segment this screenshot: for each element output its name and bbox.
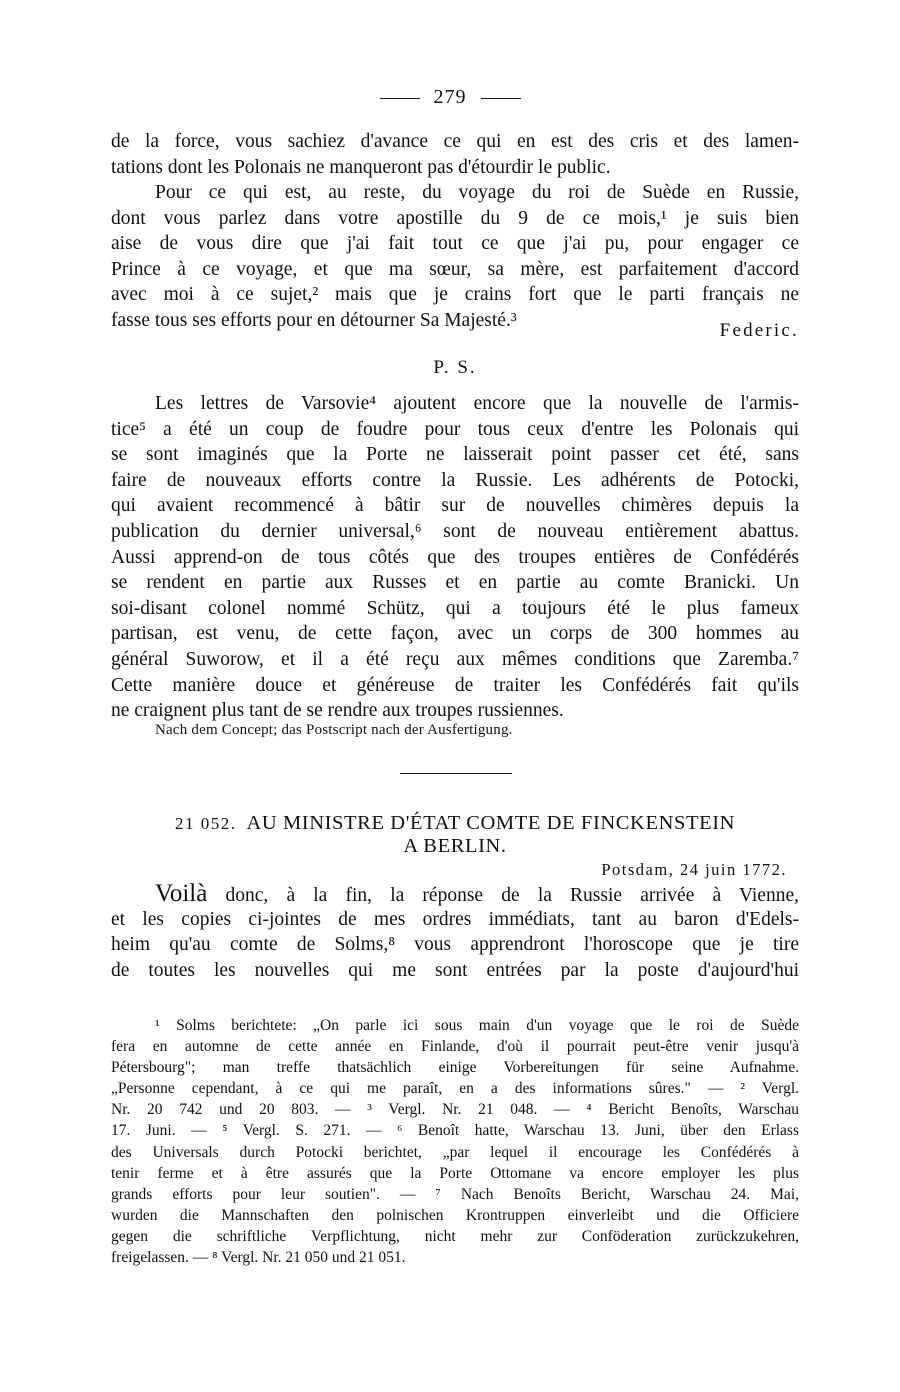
footnote-line: tenir ferme et à être assurés que la Porte Ottomane va encore employer les plus	[111, 1164, 799, 1182]
text-line: soi-disant colonel nommé Schütz, qui a toujours été le plus fameux	[111, 597, 799, 619]
text-line: faire de nouveaux efforts contre la Russie. Les adhérents de Potocki,	[111, 469, 799, 491]
letter-heading	[111, 812, 799, 858]
footnote-line: gegen die schriftliche Verpflichtung, nicht mehr zur Conföderation zurückzukehren,	[111, 1227, 799, 1245]
text-line: heim qu'au comte de Solms,⁸ vous apprendront l'horoscope que je tire	[111, 934, 799, 956]
text-line: qui avaient recommencé à bâtir sur de nouvelles chimères depuis la	[111, 495, 799, 517]
text-line: se rendent en partie aux Russes et en partie au comte Branicki. Un	[111, 572, 799, 594]
first-word: Voilà	[155, 880, 208, 907]
continued-paragraph	[111, 129, 799, 180]
signature: Federic.	[719, 320, 799, 341]
footnote-line: 17. Juni. — ⁵ Vergl. S. 271. — ⁶ Benoît hatte, Warschau 13. Juni, über den Erlass	[111, 1122, 799, 1140]
footnote-line: wurden die Mannschaften den polnischen Krontruppen einverleibt und die Officiere	[111, 1206, 799, 1224]
footnote-line: des Universals durch Potocki berichtet, „par lequel il encourage les Confédérés à	[111, 1143, 799, 1161]
text-line: tations dont les Polonais ne manqueront pas d'étourdir le public.	[111, 156, 611, 178]
letter-heading-line2: A BERLIN.	[403, 835, 507, 857]
letter-heading-title: AU MINISTRE D'ÉTAT COMTE DE FINCKENSTEIN	[246, 812, 736, 834]
text-line: ne craignent plus tant de se rendre aux troupes russiennes.	[111, 700, 564, 722]
text-line: dont vous parlez dans votre apostille du 9 de ce mois,¹ je suis bien	[111, 207, 799, 229]
letter-body	[111, 881, 799, 983]
footnote-line: freigelassen. — ⁸ Vergl. Nr. 21 050 und 21 051.	[111, 1249, 406, 1267]
page-number	[0, 86, 900, 109]
postscript-paragraph	[111, 391, 799, 724]
footnote-line: fera en automne de cette année en Finlande, d'où il pourrait peut-être venir jusqu'à	[111, 1038, 799, 1056]
letter-number: 21 052.	[174, 814, 237, 833]
text-line: de la force, vous sachiez d'avance ce qui en est des cris et des lamen-	[111, 131, 799, 152]
footnote-line: ¹ Solms berichtete: „On parle ici sous main d'un voyage que le roi de Suède	[155, 1017, 799, 1034]
letter-heading-line1	[111, 812, 799, 835]
footnote-line: Nr. 20 742 und 20 803. — ³ Vergl. Nr. 21 048. — ⁴ Bericht Benoîts, Warschau	[111, 1101, 799, 1119]
text-line: Aussi apprend-on de tous côtés que des troupes entières de Confédérés	[111, 546, 799, 568]
text-line: Les lettres de Varsovie⁴ ajoutent encore que la nouvelle de l'armis-	[155, 393, 799, 414]
text-line: Pour ce qui est, au reste, du voyage du roi de Suède en Russie,	[155, 182, 799, 203]
page-number-rule-left	[380, 98, 420, 99]
text-fragment: donc, à la fin, la réponse de la Russie arrivée à Vienne,	[207, 885, 799, 906]
text-line: partisan, est venu, de cette façon, avec un corps de 300 hommes au	[111, 623, 799, 645]
text-line: se sont imaginés que la Porte ne laisserait point passer cet été, sans	[111, 444, 799, 466]
text-line: général Suworow, et il a été reçu aux mêmes conditions que Zaremba.⁷	[111, 648, 799, 670]
text-line: tice⁵ a été un coup de foudre pour tous ceux d'entre les Polonais qui	[111, 418, 799, 440]
postscript-label: P. S.	[433, 357, 477, 378]
footnotes	[111, 1015, 799, 1268]
text-line: aise de vous dire que j'ai fait tout ce que j'ai pu, pour engager ce	[111, 233, 799, 255]
source-note: Nach dem Concept; das Postscript nach der Ausfertigung.	[155, 722, 513, 738]
text-line: fasse tous ses efforts pour en détourner Sa Majesté.³	[111, 309, 517, 331]
paragraph-swedish-king	[111, 180, 799, 334]
section-divider	[400, 773, 512, 774]
text-line: avec moi à ce sujet,² mais que je crains fort que le parti français ne	[111, 284, 799, 306]
footnote-line: Pétersbourg"; man treffe thatsächlich einige Vorbereitungen für seine Aufnahme.	[111, 1059, 799, 1077]
letter-dateline: Potsdam, 24 juin 1772.	[601, 860, 787, 879]
page-number-rule-right	[481, 98, 521, 99]
text-line	[111, 881, 799, 907]
footnote-line: grands efforts pour leur soutien". — ⁷ Nach Benoîts Bericht, Warschau 24. Mai,	[111, 1185, 799, 1203]
footnote-line: „Personne cependant, à ce qui me paraît, en a des informations sûres." — ² Vergl.	[111, 1080, 799, 1098]
text-line: Cette manière douce et généreuse de traiter les Confédérés fait qu'ils	[111, 674, 799, 696]
page-number-text: 279	[433, 86, 467, 108]
text-line: Prince à ce voyage, et que ma sœur, sa mère, est parfaitement d'accord	[111, 258, 799, 280]
text-line: de toutes les nouvelles qui me sont entrées par la poste d'aujourd'hui	[111, 959, 799, 981]
text-line: publication du dernier universal,⁶ sont de nouveau entièrement abattus.	[111, 520, 799, 542]
text-line: et les copies ci-jointes de mes ordres immédiats, tant au baron d'Edels-	[111, 908, 799, 930]
